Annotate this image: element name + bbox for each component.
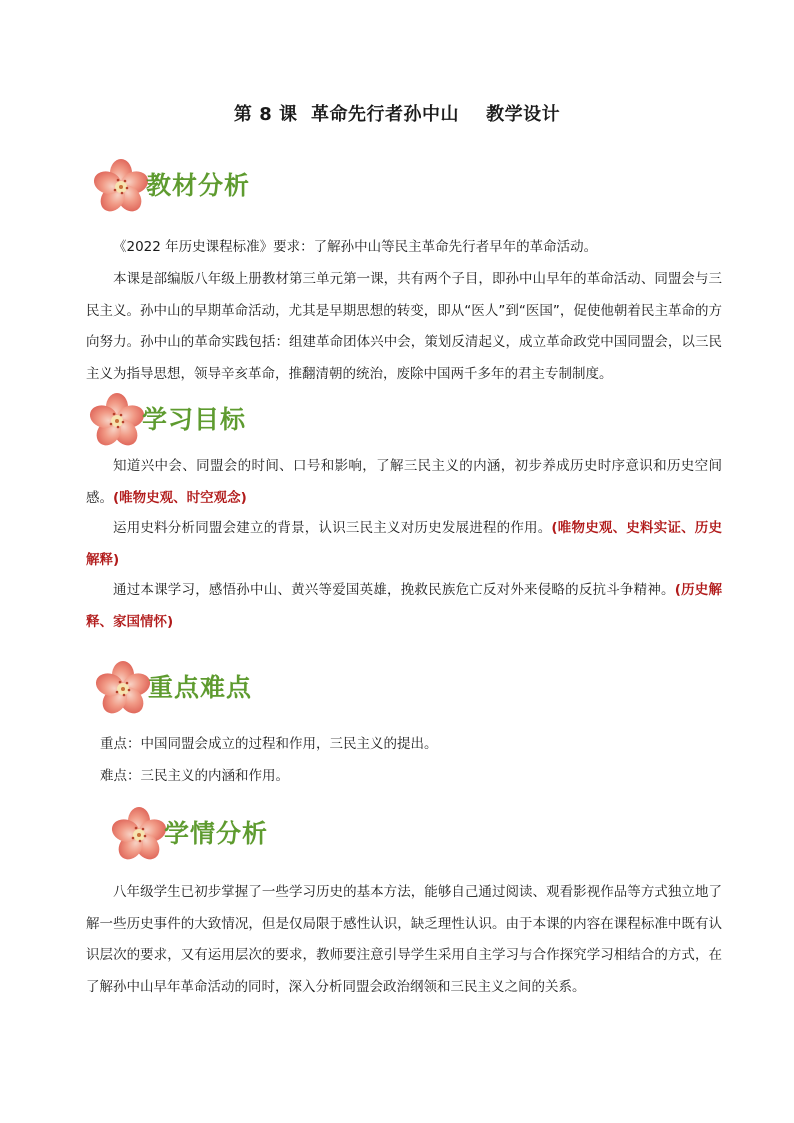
plum-blossom-icon <box>90 660 156 718</box>
paragraph-curriculum-standard: 《2022 年历史课程标准》要求：了解孙中山等民主革命先行者早年的革命活动。 <box>113 239 598 255</box>
section-title: 教材分析 <box>146 171 251 200</box>
paragraph-student-analysis: 八年级学生已初步掌握了一些学习历史的基本方法，能够自己通过阅读、观看影视作品等方式独立地了解一些历史事件的大致情况，但是仅局限于感性认识，缺乏理性认识。由于本课的内容在课程标准中既有认识层次的要求，又有运用层次的要求，教师要注意引导学生采用自主学习与合作探究学习相结合的方式，在了解孙中山早年革命活动的同时，深入分析同盟会政治纲领和三民主义之间的关系。 <box>86 884 722 995</box>
difficult-point: 难点：三民主义的内涵和作用。 <box>100 768 289 784</box>
plum-blossom-icon <box>84 392 150 450</box>
literacy-tag: (唯物史观、史料实证、历史解释) <box>86 520 722 568</box>
objective-text: 运用史料分析同盟会建立的背景，认识三民主义对历史发展进程的作用。 <box>113 520 552 536</box>
objective-text: 通过本课学习，感悟孙中山、黄兴等爱国英雄，挽救民族危亡反对外来侵略的反抗斗争精神。 <box>113 582 675 598</box>
section-header-textbook-analysis <box>88 158 308 218</box>
objective-item <box>86 513 722 576</box>
section-header-learning-objectives <box>84 392 304 452</box>
literacy-tag: (唯物史观、时空观念) <box>113 489 247 506</box>
plum-blossom-icon <box>106 806 172 864</box>
section-title: 学情分析 <box>164 819 269 848</box>
paragraph-textbook-content: 本课是部编版八年级上册教材第三单元第一课，共有两个子目，即孙中山早年的革命活动、同盟会与三民主义。孙中山的早期革命活动，尤其是早期思想的转变，即从“医人”到“医国”，促使他朝着民主革命的方向努力。孙中山的革命实践包括：组建革命团体兴中会，策划反清起义，成立革命政党中国同盟会，以三民主义为指导思想，领导辛亥革命，推翻清朝的统治，废除中国两千多年的君主专制制度。 <box>86 271 722 382</box>
page-title: 第 8 课 革命先行者孙中山 教学设计 <box>233 104 561 125</box>
objective-item <box>86 575 722 638</box>
section-header-key-difficult-points <box>90 660 310 720</box>
key-point: 重点：中国同盟会成立的过程和作用，三民主义的提出。 <box>100 736 438 752</box>
section-title: 学习目标 <box>142 405 247 434</box>
objective-text: 知道兴中会、同盟会的时间、口号和影响，了解三民主义的内涵，初步养成历史时序意识和历史空间感。 <box>86 458 722 506</box>
section-header-student-analysis <box>106 806 326 866</box>
literacy-tag: (历史解释、家国情怀) <box>86 582 723 630</box>
section-title: 重点难点 <box>148 673 253 702</box>
objective-item <box>86 451 722 514</box>
plum-blossom-icon <box>88 158 154 216</box>
